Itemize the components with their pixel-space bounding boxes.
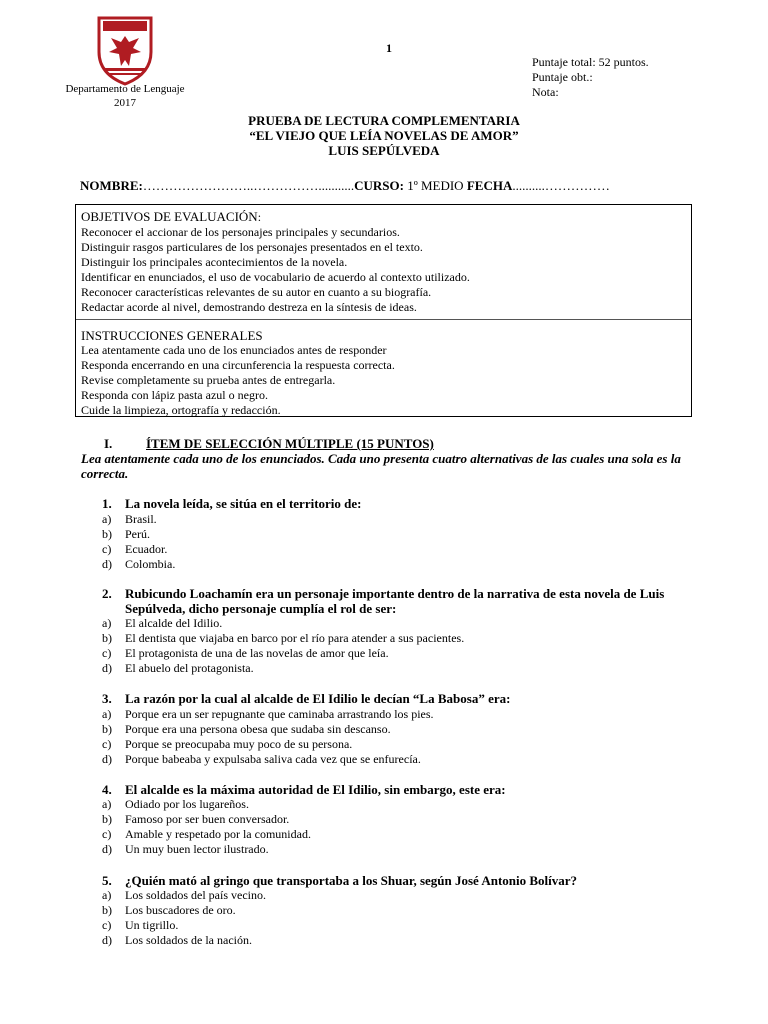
question-text: ¿Quién mató al gringo que transportaba a los Shuar, según José Antonio Bolívar? — [125, 873, 578, 888]
objectives-instructions-box — [75, 204, 692, 417]
option-letter: d) — [102, 557, 112, 571]
option-letter: a) — [102, 616, 112, 630]
question-2-options — [102, 616, 464, 676]
option-a[interactable] — [102, 616, 464, 631]
grade: Nota: — [532, 85, 559, 99]
option-text: Colombia. — [125, 557, 176, 571]
page-number: 1 — [386, 41, 392, 55]
question-number: 5. — [102, 873, 112, 888]
title-line-3: LUIS SEPÚLVEDA — [328, 143, 440, 158]
option-letter: c) — [102, 827, 112, 841]
title-line-2: “EL VIEJO QUE LEÍA NOVELAS DE AMOR” — [249, 128, 519, 143]
question-text: Rubicundo Loachamín era un personaje importante dentro de la narrativa de esta novela de Luis Sepúlveda, dicho personaje cumplía el rol de ser: — [125, 586, 665, 616]
option-letter: d) — [102, 842, 112, 856]
objectives-heading-colon: : — [257, 210, 262, 224]
option-a[interactable] — [102, 512, 175, 527]
date-field[interactable]: ..........…………… — [512, 178, 610, 193]
section-title — [104, 436, 434, 452]
box-divider — [76, 319, 691, 320]
question-number: 2. — [102, 586, 112, 601]
question-4-options — [102, 797, 311, 857]
option-text: Perú. — [125, 527, 150, 541]
option-c[interactable] — [102, 542, 175, 557]
option-text: Los buscadores de oro. — [125, 903, 236, 917]
school-logo — [95, 12, 155, 86]
option-d[interactable] — [102, 752, 434, 767]
option-a[interactable] — [102, 888, 266, 903]
option-letter: d) — [102, 661, 112, 675]
question-number: 3. — [102, 691, 112, 706]
option-b[interactable] — [102, 903, 266, 918]
score-total: Puntaje total: 52 puntos. — [532, 55, 649, 69]
option-letter: c) — [102, 918, 112, 932]
section-instruction: Lea atentamente cada uno de los enunciados. Cada uno presenta cuatro alternativas de las cuales una sola es la correcta. — [81, 451, 681, 481]
objectives-heading — [81, 209, 686, 225]
option-text: Porque era una persona obesa que sudaba sin descanso. — [125, 722, 391, 736]
option-letter: c) — [102, 542, 112, 556]
option-text: Porque se preocupaba muy poco de su persona. — [125, 737, 353, 751]
question-text: El alcalde es la máxima autoridad de El Idilio, sin embargo, este era: — [125, 782, 506, 797]
question-5 — [102, 873, 685, 888]
option-letter: c) — [102, 737, 112, 751]
instruction-item: Cuide la limpieza, ortografía y redacción. — [81, 403, 281, 417]
objective-item: Redactar acorde al nivel, demostrando destreza en la síntesis de ideas. — [81, 300, 417, 314]
department-name: Departamento de Lenguaje — [65, 83, 185, 95]
date-label: FECHA — [466, 178, 513, 193]
student-info-line — [80, 178, 610, 194]
course-value: 1º MEDIO — [403, 178, 467, 193]
option-c[interactable] — [102, 918, 266, 933]
question-1 — [102, 496, 685, 511]
objective-item: Distinguir los principales acontecimientos de la novela. — [81, 255, 348, 269]
question-text: La novela leída, se sitúa en el territorio de: — [125, 496, 362, 511]
option-b[interactable] — [102, 812, 311, 827]
option-d[interactable] — [102, 842, 311, 857]
option-letter: a) — [102, 797, 112, 811]
course-label: CURSO: — [354, 178, 404, 193]
option-d[interactable] — [102, 933, 266, 948]
option-text: Los soldados del país vecino. — [125, 888, 266, 902]
option-text: Porque babeaba y expulsaba saliva cada vez que se enfurecía. — [125, 752, 421, 766]
option-text: Brasil. — [125, 512, 157, 526]
name-field[interactable]: ……………………..……………........... — [142, 178, 355, 193]
option-b[interactable] — [102, 631, 464, 646]
question-number: 1. — [102, 496, 112, 511]
option-letter: b) — [102, 722, 112, 736]
objective-item: Identificar en enunciados, el uso de vocabulario de acuerdo al contexto utilizado. — [81, 270, 470, 284]
year: 2017 — [114, 97, 136, 109]
question-number: 4. — [102, 782, 112, 797]
title-line-1: PRUEBA DE LECTURA COMPLEMENTARIA — [248, 113, 520, 128]
option-text: Ecuador. — [125, 542, 168, 556]
option-text: El dentista que viajaba en barco por el río para atender a sus pacientes. — [125, 631, 465, 645]
name-label: NOMBRE: — [80, 178, 143, 193]
option-d[interactable] — [102, 557, 175, 572]
instruction-item: Revise completamente su prueba antes de entregarla. — [81, 373, 336, 387]
option-text: Un tigrillo. — [125, 918, 179, 932]
option-a[interactable] — [102, 797, 311, 812]
option-letter: d) — [102, 933, 112, 947]
objective-item: Distinguir rasgos particulares de los personajes presentados en el texto. — [81, 240, 423, 254]
option-c[interactable] — [102, 827, 311, 842]
department-info — [55, 82, 195, 110]
instruction-item: Responda con lápiz pasta azul o negro. — [81, 388, 268, 402]
option-b[interactable] — [102, 722, 434, 737]
instruction-item: Responda encerrando en una circunferencia la respuesta correcta. — [81, 358, 395, 372]
option-letter: a) — [102, 707, 112, 721]
option-letter: b) — [102, 527, 112, 541]
option-text: El alcalde del Idilio. — [125, 616, 223, 630]
objective-item: Reconocer el accionar de los personajes principales y secundarios. — [81, 225, 400, 239]
option-text: Odiado por los lugareños. — [125, 797, 249, 811]
option-letter: d) — [102, 752, 112, 766]
question-3-options — [102, 707, 434, 767]
question-3 — [102, 691, 685, 706]
option-text: Un muy buen lector ilustrado. — [125, 842, 269, 856]
option-text: Porque era un ser repugnante que caminaba arrastrando los pies. — [125, 707, 434, 721]
option-text: El protagonista de una de las novelas de amor que leía. — [125, 646, 389, 660]
objective-item: Reconocer características relevantes de su autor en cuanto a su biografía. — [81, 285, 432, 299]
question-5-options — [102, 888, 266, 948]
option-letter: a) — [102, 888, 112, 902]
score-box — [532, 55, 649, 100]
section-number: I. — [104, 436, 113, 451]
option-text: El abuelo del protagonista. — [125, 661, 254, 675]
option-b[interactable] — [102, 527, 175, 542]
option-text: Famoso por ser buen conversador. — [125, 812, 290, 826]
option-letter: c) — [102, 646, 112, 660]
question-4 — [102, 782, 685, 797]
option-c[interactable] — [102, 646, 464, 661]
section-title-text: ÍTEM DE SELECCIÓN MÚLTIPLE (15 PUNTOS) — [146, 436, 434, 451]
instruction-item: Lea atentamente cada uno de los enunciados antes de responder — [81, 343, 387, 357]
test-title — [0, 113, 768, 158]
question-1-options — [102, 512, 175, 572]
score-obtained: Puntaje obt.: — [532, 70, 593, 84]
option-letter: b) — [102, 903, 112, 917]
option-a[interactable] — [102, 707, 434, 722]
option-d[interactable] — [102, 661, 464, 676]
instructions-heading: INSTRUCCIONES GENERALES — [81, 328, 263, 343]
option-letter: a) — [102, 512, 112, 526]
option-c[interactable] — [102, 737, 434, 752]
question-2 — [102, 586, 685, 616]
option-text: Amable y respetado por la comunidad. — [125, 827, 311, 841]
objectives-heading-text: OBJETIVOS DE EVALUACIÓN — [81, 209, 258, 224]
question-text: La razón por la cual al alcalde de El Idilio le decían “La Babosa” era: — [125, 691, 511, 706]
option-text: Los soldados de la nación. — [125, 933, 252, 947]
option-letter: b) — [102, 812, 112, 826]
option-letter: b) — [102, 631, 112, 645]
